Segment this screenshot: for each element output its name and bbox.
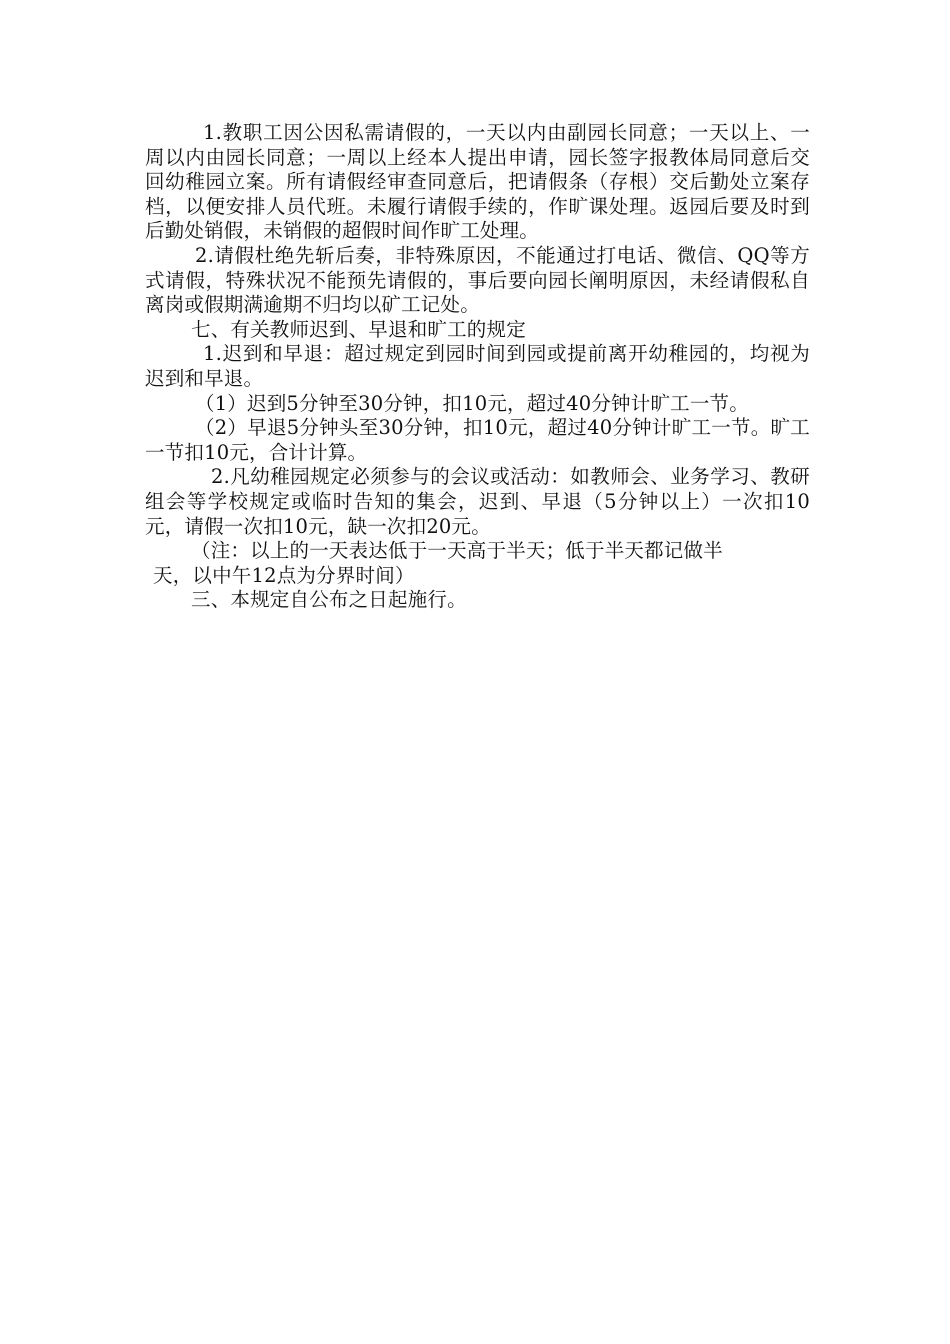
paragraph-lateness-definition: 1.迟到和早退：超过规定到园时间到园或提前离开幼稚园的，均视为迟到和早退。: [145, 342, 810, 390]
document-body: [145, 121, 810, 613]
note-line-1: （注：以上的一天表达低于一天高于半天；低于半天都记做半: [191, 539, 723, 563]
paragraph-early-leave-penalty: （2）早退5分钟头至30分钟，扣10元，超过40分钟计旷工一节。旷工一节扣10元，合计计算。: [145, 416, 810, 464]
paragraph-meeting-penalty: 2.凡幼稚园规定必须参与的会议或活动：如教师会、业务学习、教研组会等学校规定或临时告知的集会，迟到、早退（5分钟以上）一次扣10元，请假一次扣10元，缺一次扣20元。: [145, 465, 810, 538]
paragraph-leave-approval: 1.教职工因公因私需请假的，一天以内由副园长同意；一天以上、一周以内由园长同意；一周以上经本人提出申请，园长签字报教体局同意后交回幼稚园立案。所有请假经审查同意后，把请假条（存根）交后勤处立案存档，以便安排人员代班。未履行请假手续的，作旷课处理。返园后要及时到后勤处销假，未销假的超假时间作旷工处理。: [145, 121, 810, 243]
section-heading-lateness-rules: 七、有关教师迟到、早退和旷工的规定: [191, 317, 526, 341]
paragraph-effective-date: 三、本规定自公布之日起施行。: [191, 588, 467, 612]
note-block: [145, 539, 810, 588]
paragraph-leave-procedure: 2.请假杜绝先斩后奏，非特殊原因，不能通过打电话、微信、QQ等方式请假，特殊状况不能预先请假的，事后要向园长阐明原因，未经请假私自离岗或假期满逾期不归均以矿工记处。: [145, 243, 810, 317]
note-line-2: 天，以中午12点为分界时间）: [153, 563, 415, 587]
paragraph-lateness-penalty: （1）迟到5分钟至30分钟，扣10元，超过40分钟计旷工一节。: [195, 391, 749, 415]
